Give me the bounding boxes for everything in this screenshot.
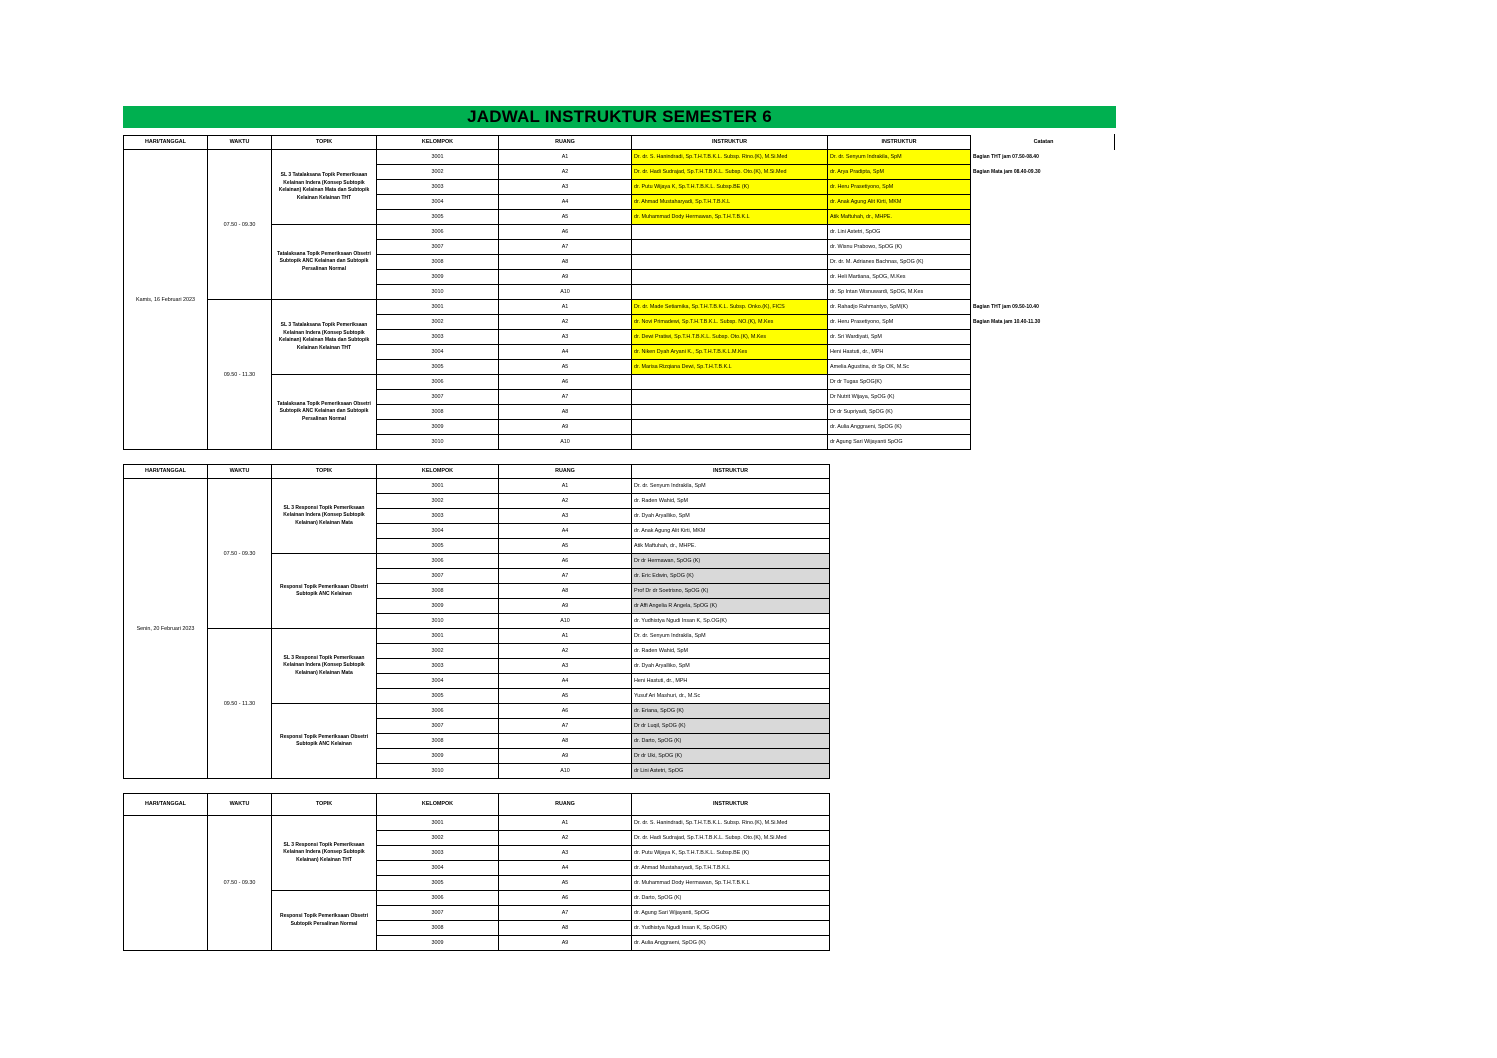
kelompok-cell: 3003 [377, 180, 499, 195]
instruktur-cell: Dr. dr. Hadi Sudrajad, Sp.T.H.T.B.K.L. Subsp. Oto.(K), M.Si.Med [632, 165, 828, 180]
instruktur-cell: Dr. dr. Senyum Indrakila, SpM [828, 150, 971, 165]
instruktur-cell: Amelia Agustina, dr Sp OK, M.Sc [828, 360, 971, 375]
kelompok-cell: 3010 [377, 285, 499, 300]
table-row [124, 300, 1117, 315]
ruang-cell: A3 [499, 509, 632, 524]
ruang-cell: A10 [499, 285, 632, 300]
kelompok-cell: 3007 [377, 906, 499, 921]
instruktur-cell: dr Affi Angelia R Angela, SpOG (K) [632, 599, 830, 614]
instruktur-cell: Dr dr Tugas SpOG(K) [828, 375, 971, 390]
header-waktu: WAKTU [208, 136, 272, 150]
instruktur-cell: Yusuf Ari Mashuri, dr., M.Sc [632, 689, 830, 704]
instruktur-cell [632, 390, 828, 405]
kelompok-cell: 3006 [377, 225, 499, 240]
ruang-cell: A2 [499, 831, 632, 846]
kelompok-cell: 3008 [377, 734, 499, 749]
page-title: JADWAL INSTRUKTUR SEMESTER 6 [467, 107, 772, 126]
header-catatan: Catatan [1033, 139, 1054, 145]
ruang-cell: A5 [499, 876, 632, 891]
ruang-cell: A3 [499, 330, 632, 345]
ruang-cell: A2 [499, 494, 632, 509]
kelompok-cell: 3001 [377, 816, 499, 831]
topic-cell: Responsi Topik Pemeriksaan Obsetri Subtopik Persalinan Normal [272, 891, 377, 951]
topic-cell: Responsi Topik Pemeriksaan Obsetri Subtopik ANC Kelainan [272, 704, 377, 779]
catatan-note [971, 360, 1117, 375]
catatan-note [971, 345, 1117, 360]
ruang-cell: A4 [499, 524, 632, 539]
ruang-cell: A6 [499, 375, 632, 390]
kelompok-cell: 3009 [377, 599, 499, 614]
ruang-cell: A9 [499, 936, 632, 951]
date-cell: Senin, 20 Februari 2023 [124, 479, 208, 779]
instruktur-cell: Dr Nutrit Wijaya, SpOG (K) [828, 390, 971, 405]
catatan-note [971, 210, 1117, 225]
instruktur-cell: dr. Muhammad Dody Hermawan, Sp.T.H.T.B.K.L [632, 210, 828, 225]
kelompok-cell: 3007 [377, 719, 499, 734]
kelompok-cell: 3001 [377, 150, 499, 165]
instruktur-cell: Heni Hastuti, dr., MPH [632, 674, 830, 689]
ruang-cell: A7 [499, 719, 632, 734]
topic-cell: SL 3 Responsi Topik Pemeriksaan Kelainan Indera (Konsep Subtopik Kelainan) Kelainan Mata [272, 629, 377, 704]
ruang-cell: A1 [499, 629, 632, 644]
instruktur-cell: dr. Yudhistya Ngudi Insan K, Sp.OG(K) [632, 921, 830, 936]
title-bar [123, 106, 1116, 128]
kelompok-cell: 3004 [377, 195, 499, 210]
instruktur-cell: dr. Heru Prasetiyono, SpM [828, 180, 971, 195]
kelompok-cell: 3003 [377, 846, 499, 861]
kelompok-cell: 3009 [377, 270, 499, 285]
ruang-cell: A1 [499, 300, 632, 315]
instruktur-cell: dr. Anak Agung Alit Kirti, MKM [632, 524, 830, 539]
catatan-note [971, 270, 1117, 285]
table-header-row [124, 465, 830, 479]
ruang-cell: A1 [499, 816, 632, 831]
kelompok-cell: 3009 [377, 749, 499, 764]
instruktur-cell: Dr dr Uki, SpOG (K) [632, 749, 830, 764]
instruktur-cell: dr. Novi Primadewi, Sp.T.H.T.B.K.L. Subsp. NO.(K), M.Kes [632, 315, 828, 330]
catatan-note: Bagian Mata jam 08.40-09.30 [973, 168, 1041, 175]
instruktur-cell: dr. Rahadjo Rahmantyo, SpM(K) [828, 300, 971, 315]
kelompok-cell: 3010 [377, 614, 499, 629]
table-row [124, 816, 830, 831]
kelompok-cell: 3007 [377, 390, 499, 405]
kelompok-cell: 3001 [377, 479, 499, 494]
kelompok-cell: 3001 [377, 629, 499, 644]
topic-cell: SL 3 Responsi Topik Pemeriksaan Kelainan Indera (Konsep Subtopik Kelainan) Kelainan THT [272, 816, 377, 891]
kelompok-cell: 3002 [377, 165, 499, 180]
header-waktu: WAKTU [208, 794, 272, 816]
instruktur-cell: dr. Putu Wijaya K, Sp.T.H.T.B.K.L. Subsp.BE (K) [632, 846, 830, 861]
instruktur-cell: dr. Raden Wahid, SpM [632, 644, 830, 659]
catatan-note [971, 225, 1117, 240]
ruang-cell: A7 [499, 240, 632, 255]
instruktur-cell: dr. Lini Astetri, SpOG [828, 225, 971, 240]
date-cell [124, 816, 208, 951]
catatan-note [971, 240, 1117, 255]
kelompok-cell: 3001 [377, 300, 499, 315]
kelompok-cell: 3008 [377, 405, 499, 420]
instruktur-cell [632, 240, 828, 255]
kelompok-cell: 3002 [377, 494, 499, 509]
instruktur-cell: dr. Eric Edwin, SpOG (K) [632, 569, 830, 584]
instruktur-cell: Dr dr Supriyadi, SpOG (K) [828, 405, 971, 420]
instruktur-cell: dr. Putu Wijaya K, Sp.T.H.T.B.K.L. Subsp.BE (K) [632, 180, 828, 195]
instruktur-cell: dr. Raden Wahid, SpM [632, 494, 830, 509]
instruktur-cell: dr. Sri Wardiyati, SpM [828, 330, 971, 345]
time-cell: 09.50 - 11.30 [208, 300, 272, 450]
header-kelompok: KELOMPOK [377, 794, 499, 816]
kelompok-cell: 3002 [377, 831, 499, 846]
ruang-cell: A8 [499, 255, 632, 270]
schedule-table-kamis [123, 135, 1117, 450]
instruktur-cell: Dr. dr. M. Adrianes Bachnas, SpOG (K) [828, 255, 971, 270]
topic-cell: Responsi Topik Pemeriksaan Obsetri Subtopik ANC Kelainan [272, 554, 377, 629]
ruang-cell: A5 [499, 689, 632, 704]
instruktur-cell: dr. Aulia Anggraeni, SpOG (K) [632, 936, 830, 951]
instruktur-cell: Atik Maftuhah, dr., MHPE. [828, 210, 971, 225]
kelompok-cell: 3005 [377, 539, 499, 554]
instruktur-cell: dr. Heli Martiana, SpOG, M.Kes [828, 270, 971, 285]
instruktur-cell: dr Agung Sari Wijayanti SpOG [828, 435, 971, 450]
instruktur-cell: dr. Marisa Rizqiana Dewi, Sp.T.H.T.B.K.L [632, 360, 828, 375]
kelompok-cell: 3004 [377, 674, 499, 689]
ruang-cell: A2 [499, 315, 632, 330]
instruktur-cell: dr. Eriana, SpOG (K) [632, 704, 830, 719]
instruktur-cell: Dr. dr. Made Setiamika, Sp.T.H.T.B.K.L. Subsp. Onko.(K), FICS [632, 300, 828, 315]
ruang-cell: A8 [499, 584, 632, 599]
instruktur-cell: Heni Hastuti, dr., MPH [828, 345, 971, 360]
ruang-cell: A2 [499, 165, 632, 180]
header-topik: TOPIK [272, 465, 377, 479]
instruktur-cell [632, 375, 828, 390]
instruktur-cell: dr Lini Astetri, SpOG [632, 764, 830, 779]
time-cell: 07.50 - 09.30 [208, 479, 272, 629]
ruang-cell: A3 [499, 180, 632, 195]
kelompok-cell: 3002 [377, 315, 499, 330]
catatan-note: Bagian Mata jam 10.40-11.30 [973, 318, 1041, 325]
instruktur-cell: dr. Sp Intan Wisnuwardi, SpOG, M.Kes [828, 285, 971, 300]
ruang-cell: A7 [499, 906, 632, 921]
table-row [124, 629, 830, 644]
topic-cell: SL 3 Tatalaksana Topik Pemeriksaan Kelainan Indera (Konsep Subtopik Kelainan) Kelainan Mata dan Subtopik Kelainan Kelainan THT [272, 300, 377, 375]
catatan-note [971, 285, 1117, 300]
ruang-cell: A6 [499, 225, 632, 240]
kelompok-cell: 3005 [377, 876, 499, 891]
instruktur-cell: dr. Dewi Pratiwi, Sp.T.H.T.B.K.L. Subsp. Oto.(K), M.Kes [632, 330, 828, 345]
ruang-cell: A7 [499, 569, 632, 584]
instruktur-cell: dr. Aulia Anggraeni, SpOG (K) [828, 420, 971, 435]
ruang-cell: A8 [499, 405, 632, 420]
instruktur-cell: dr. Wisnu Prabowo, SpOG (K) [828, 240, 971, 255]
kelompok-cell: 3006 [377, 375, 499, 390]
table-row [124, 150, 1117, 165]
catatan-note [971, 420, 1117, 435]
instruktur-cell: dr. Yudhistya Ngudi Insan K, Sp.OG(K) [632, 614, 830, 629]
instruktur-cell: dr. Darto, SpOG (K) [632, 734, 830, 749]
table-row [124, 225, 1117, 240]
header-instruktur: INSTRUKTUR [632, 465, 830, 479]
ruang-cell: A4 [499, 345, 632, 360]
instruktur-cell: Dr dr Hermawan, SpOG (K) [632, 554, 830, 569]
ruang-cell: A8 [499, 921, 632, 936]
header-instruktur: INSTRUKTUR [632, 794, 830, 816]
ruang-cell: A1 [499, 479, 632, 494]
ruang-cell: A6 [499, 704, 632, 719]
header-hari: HARI/TANGGAL [124, 794, 208, 816]
instruktur-cell: dr. Dyah Aryalliko, SpM [632, 509, 830, 524]
header-instruktur: INSTRUKTUR [632, 136, 828, 150]
catatan-note [971, 405, 1117, 420]
header-ruang: RUANG [499, 794, 632, 816]
catatan-note [971, 390, 1117, 405]
kelompok-cell: 3004 [377, 861, 499, 876]
kelompok-cell: 3005 [377, 210, 499, 225]
header-hari: HARI/TANGGAL [124, 136, 208, 150]
kelompok-cell: 3008 [377, 921, 499, 936]
instruktur-cell [632, 270, 828, 285]
instruktur-cell: dr. Dyah Aryalliko, SpM [632, 659, 830, 674]
table-row [124, 375, 1117, 390]
schedule-table-third [123, 793, 830, 951]
ruang-cell: A7 [499, 390, 632, 405]
ruang-cell: A3 [499, 659, 632, 674]
ruang-cell: A6 [499, 891, 632, 906]
instruktur-cell: dr. Ahmad Mustaharyadi, Sp.T.H.T.B.K.L [632, 861, 830, 876]
catatan-note [971, 330, 1117, 345]
header-kelompok: KELOMPOK [377, 465, 499, 479]
instruktur-cell: dr. Heru Prasetiyono, SpM [828, 315, 971, 330]
header-ruang: RUANG [499, 136, 632, 150]
ruang-cell: A1 [499, 150, 632, 165]
kelompok-cell: 3010 [377, 435, 499, 450]
kelompok-cell: 3008 [377, 584, 499, 599]
kelompok-cell: 3006 [377, 704, 499, 719]
ruang-cell: A9 [499, 420, 632, 435]
kelompok-cell: 3002 [377, 644, 499, 659]
schedule-table-senin [123, 464, 830, 779]
kelompok-cell: 3004 [377, 524, 499, 539]
catatan-note [971, 255, 1117, 270]
instruktur-cell: Dr dr Luqil, SpOG (K) [632, 719, 830, 734]
instruktur-cell: dr. Anak Agung Alit Kirti, MKM [828, 195, 971, 210]
instruktur-cell: Prof Dr dr Soetrisno, SpOG (K) [632, 584, 830, 599]
instruktur-cell: Dr. dr. Senyum Indrakila, SpM [632, 629, 830, 644]
instruktur-cell [632, 285, 828, 300]
table-header-row [124, 794, 830, 816]
kelompok-cell: 3003 [377, 659, 499, 674]
catatan-note [971, 180, 1117, 195]
instruktur-cell: dr. Agung Sari Wijayanti, SpOG [632, 906, 830, 921]
header-topik: TOPIK [272, 794, 377, 816]
table-header-row [124, 136, 1117, 150]
kelompok-cell: 3007 [377, 240, 499, 255]
ruang-cell: A10 [499, 614, 632, 629]
topic-cell: Tatalaksana Topik Pemeriksaan Obsetri Subtopik ANC Kelainan dan Subtopik Persalinan Normal [272, 225, 377, 300]
ruang-cell: A2 [499, 644, 632, 659]
instruktur-cell [632, 255, 828, 270]
ruang-cell: A5 [499, 360, 632, 375]
instruktur-cell [632, 435, 828, 450]
kelompok-cell: 3004 [377, 345, 499, 360]
kelompok-cell: 3009 [377, 936, 499, 951]
instruktur-cell: Dr. dr. Hadi Sudrajad, Sp.T.H.T.B.K.L. Subsp. Oto.(K), M.Si.Med [632, 831, 830, 846]
kelompok-cell: 3008 [377, 255, 499, 270]
ruang-cell: A4 [499, 195, 632, 210]
kelompok-cell: 3010 [377, 764, 499, 779]
ruang-cell: A9 [499, 599, 632, 614]
ruang-cell: A10 [499, 764, 632, 779]
kelompok-cell: 3006 [377, 554, 499, 569]
ruang-cell: A4 [499, 861, 632, 876]
instruktur-cell: dr. Muhammad Dody Hermawan, Sp.T.H.T.B.K.L [632, 876, 830, 891]
kelompok-cell: 3007 [377, 569, 499, 584]
header-hari: HARI/TANGGAL [124, 465, 208, 479]
ruang-cell: A9 [499, 270, 632, 285]
instruktur-cell: Dr. dr. S. Hanindradi, Sp.T.H.T.B.K.L. Subsp. Rino.(K), M.Si.Med [632, 816, 830, 831]
time-cell: 07.50 - 09.30 [208, 150, 272, 300]
instruktur-cell: dr. Ahmad Mustaharyadi, Sp.T.H.T.B.K.L [632, 195, 828, 210]
instruktur-cell: Atik Maftuhah, dr., MHPE. [632, 539, 830, 554]
topic-cell: Tatalaksana Topik Pemeriksaan Obsetri Subtopik ANC Kelainan dan Subtopik Persalinan Normal [272, 375, 377, 450]
date-cell: Kamis, 16 Februari 2023 [124, 150, 208, 450]
instruktur-cell [632, 405, 828, 420]
header-ruang: RUANG [499, 465, 632, 479]
instruktur-cell: dr. Arya Pradipta, SpM [828, 165, 971, 180]
ruang-cell: A3 [499, 846, 632, 861]
kelompok-cell: 3006 [377, 891, 499, 906]
kelompok-cell: 3003 [377, 509, 499, 524]
topic-cell: SL 3 Tatalaksana Topik Pemeriksaan Kelainan Indera (Konsep Subtopik Kelainan) Kelainan Mata dan Subtopik Kelainan Kelainan THT [272, 150, 377, 225]
catatan-note: Bagian THT jam 09.50-10.40 [973, 303, 1039, 310]
topic-cell: SL 3 Responsi Topik Pemeriksaan Kelainan Indera (Konsep Subtopik Kelainan) Kelainan Mata [272, 479, 377, 554]
ruang-cell: A9 [499, 749, 632, 764]
catatan-note [971, 435, 1117, 450]
instruktur-cell: Dr. dr. Senyum Indrakila, SpM [632, 479, 830, 494]
ruang-cell: A8 [499, 734, 632, 749]
instruktur-cell [632, 420, 828, 435]
ruang-cell: A5 [499, 539, 632, 554]
ruang-cell: A6 [499, 554, 632, 569]
instruktur-cell: dr. Darto, SpOG (K) [632, 891, 830, 906]
kelompok-cell: 3009 [377, 420, 499, 435]
kelompok-cell: 3003 [377, 330, 499, 345]
ruang-cell: A4 [499, 674, 632, 689]
instruktur-cell [632, 225, 828, 240]
ruang-cell: A10 [499, 435, 632, 450]
catatan-note: Bagian THT jam 07.50-08.40 [973, 153, 1039, 160]
time-cell: 07.50 - 09.30 [208, 816, 272, 951]
instruktur-cell: Dr. dr. S. Hanindradi, Sp.T.H.T.B.K.L. Subsp. Rino.(K), M.Si.Med [632, 150, 828, 165]
table-row [124, 479, 830, 494]
header-kelompok: KELOMPOK [377, 136, 499, 150]
header-instruktur-2: INSTRUKTUR [828, 136, 971, 150]
kelompok-cell: 3005 [377, 689, 499, 704]
ruang-cell: A5 [499, 210, 632, 225]
catatan-note [971, 195, 1117, 210]
time-cell: 09.50 - 11.30 [208, 629, 272, 779]
header-waktu: WAKTU [208, 465, 272, 479]
catatan-note [971, 375, 1117, 390]
header-topik: TOPIK [272, 136, 377, 150]
kelompok-cell: 3005 [377, 360, 499, 375]
instruktur-cell: dr. Niken Dyah Aryani K., Sp.T.H.T.B.K.L.M.Kes [632, 345, 828, 360]
